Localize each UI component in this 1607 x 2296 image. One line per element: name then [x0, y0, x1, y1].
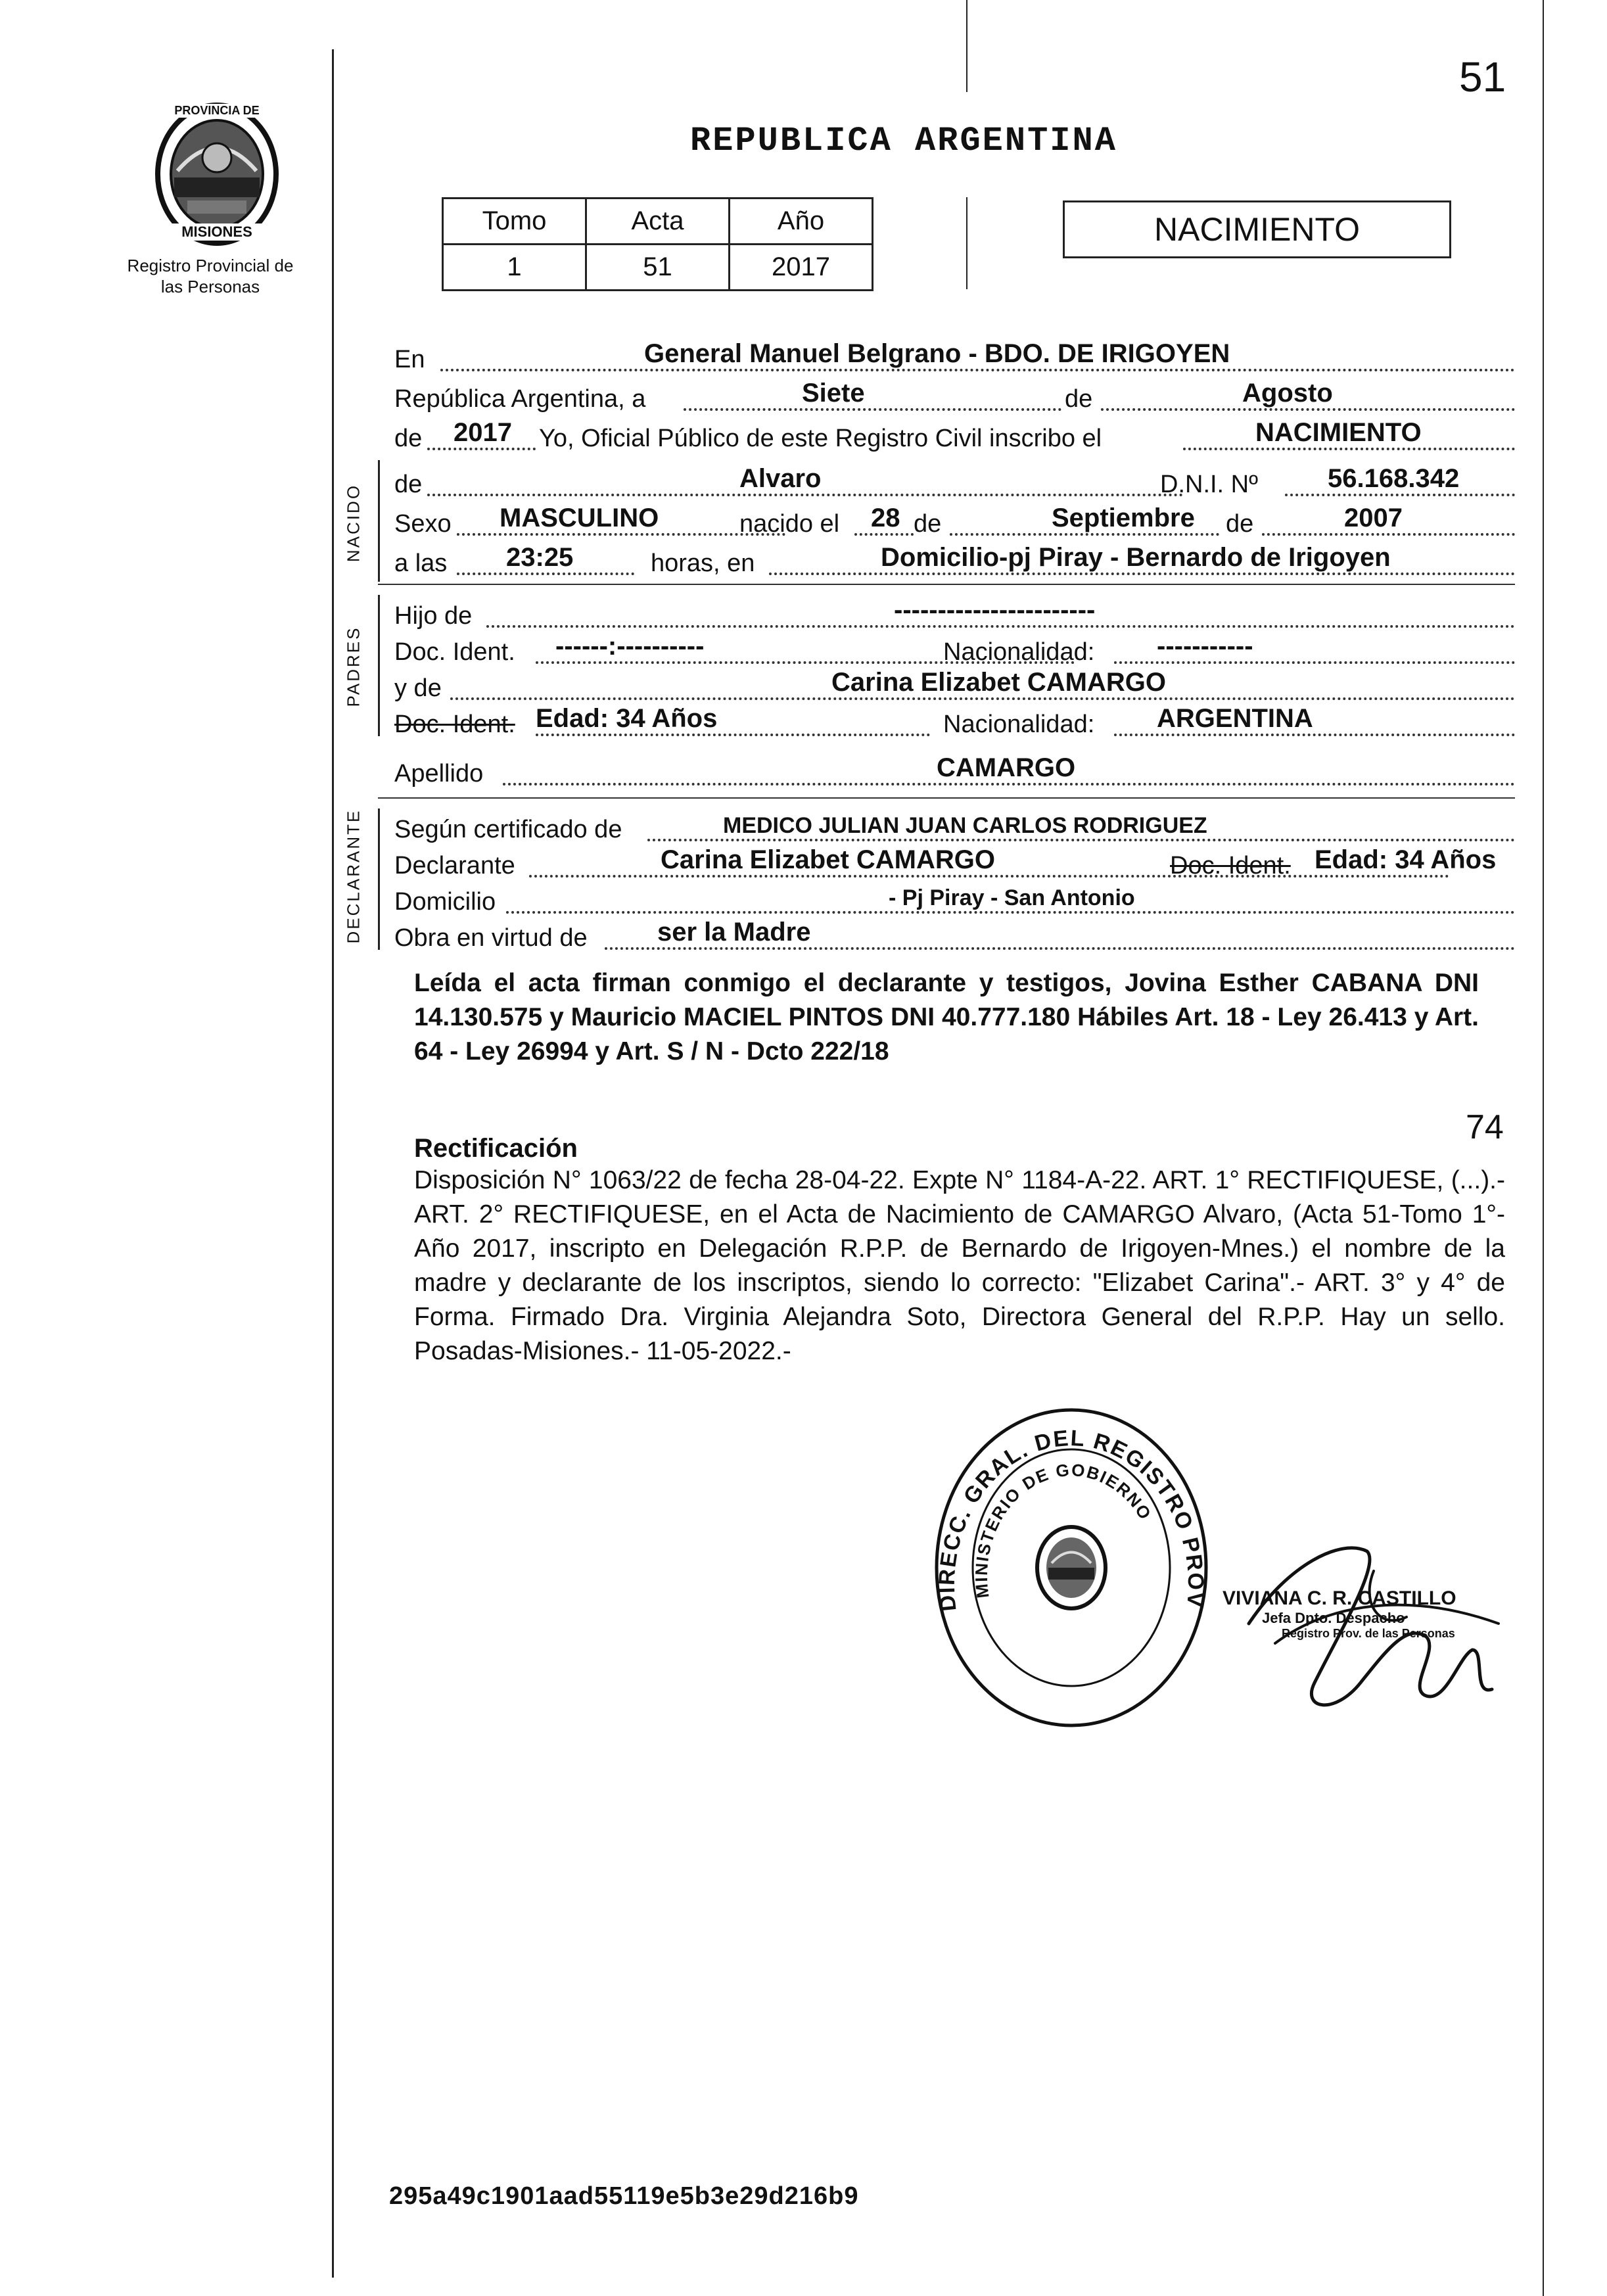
day-value: Siete	[802, 379, 865, 408]
horas-label: horas, en	[651, 550, 755, 577]
anio-value: 2017	[730, 245, 873, 291]
dots	[605, 947, 1515, 950]
right-margin-line	[1543, 0, 1544, 2296]
acta-header: Acta	[586, 199, 730, 245]
a-las-label: a las	[394, 550, 448, 577]
dni-value: 56.168.342	[1328, 464, 1460, 493]
separator-1	[378, 584, 1515, 585]
dots	[1101, 408, 1515, 411]
dots	[536, 734, 930, 736]
domicilio-label: Domicilio	[394, 888, 496, 916]
de-label-3: de	[1226, 510, 1254, 538]
dots	[427, 448, 536, 450]
declarante-row-1	[394, 808, 1515, 848]
padres-bracket	[378, 595, 380, 736]
padres-row-4	[394, 703, 1515, 743]
dots	[1114, 734, 1515, 736]
de-label-2: de	[394, 425, 423, 452]
anio-header: Año	[730, 199, 873, 245]
mother-nationality: ARGENTINA	[1157, 704, 1313, 733]
official-seal	[927, 1400, 1216, 1735]
y-de-label: y de	[394, 674, 442, 702]
sexo-label: Sexo	[394, 510, 452, 538]
declarante-age: Edad: 34 Años	[1315, 845, 1497, 874]
padres-row-3	[394, 667, 1515, 707]
emblem-text-top: PROVINCIA DE	[168, 104, 266, 118]
father-name: -----------------------	[894, 596, 1096, 624]
seal-outer-text: DIRECC. GRAL. DEL REGISTRO PROV	[934, 1425, 1209, 1613]
dots	[854, 533, 914, 536]
nacido-row-3	[394, 542, 1515, 582]
intro-row-3	[394, 417, 1515, 457]
record-table	[442, 197, 873, 291]
dots	[450, 697, 1515, 700]
declarante-name: Carina Elizabet CAMARGO	[661, 845, 995, 874]
nacido-bracket	[378, 460, 380, 582]
doc-label: Doc. Ident.	[394, 638, 515, 666]
stamp-line-3: Registro Prov. de las Personas	[1282, 1627, 1455, 1640]
nacido-row-2	[394, 503, 1515, 542]
tomo-value: 1	[443, 245, 586, 291]
mother-name: Carina Elizabet CAMARGO	[831, 668, 1166, 697]
de-label: de	[394, 471, 423, 498]
father-doc: ------:----------	[555, 632, 705, 661]
tomo-header: Tomo	[443, 199, 586, 245]
hash-code: 295a49c1901aad55119e5b3e29d216b9	[389, 2182, 859, 2210]
apellido-label: Apellido	[394, 760, 484, 787]
left-margin-line	[332, 49, 334, 2278]
dots	[529, 875, 1449, 878]
doc-label-struck: Doc. Ident.	[394, 711, 515, 738]
birth-time: 23:25	[506, 543, 574, 572]
rectification-number: 74	[1466, 1108, 1504, 1146]
center-fold-line-top	[966, 0, 967, 92]
cert-value: MEDICO JULIAN JUAN CARLOS RODRIGUEZ	[723, 813, 1207, 838]
dots	[503, 783, 1515, 785]
apellido-row	[394, 753, 1515, 792]
year-value: 2017	[454, 418, 512, 447]
birth-year: 2007	[1344, 504, 1403, 532]
registry-label: Registro Provincial de las Personas	[127, 256, 294, 296]
emblem-text-bottom: MISIONES	[171, 223, 263, 241]
nacionalidad-label: Nacionalidad:	[943, 638, 1095, 666]
declarante-row-4	[394, 917, 1515, 956]
republica-label: República Argentina, a	[394, 385, 646, 413]
country-title: REPUBLICA ARGENTINA	[690, 122, 1117, 160]
en-label: En	[394, 346, 425, 373]
dots	[769, 573, 1515, 575]
dots	[1262, 533, 1515, 536]
rectification-body: Disposición N° 1063/22 de fecha 28-04-22. Expte N° 1184-A-22. ART. 1° RECTIFIQUESE, (...).- ART. 2° RECTIFIQUESE, en el Acta de Nacimiento de CAMARGO Alvaro, (Acta 51-Tomo 1°-Año 2017, inscripto en Delegación R.P.P. de Bernardo de Irigoyen-Mnes.) el nombre de la madre y declarante de los inscriptos, siendo lo correcto: "Elizabet Carina".- ART. 3° y 4° de Forma. Firmado Dra. Virginia Alejandra Soto, Directora General del R.P.P. Hay un sello. Posadas-Misiones.- 11-05-2022.-	[414, 1166, 1505, 1365]
declarante-row-3	[394, 881, 1515, 920]
mother-age: Edad: 34 Años	[536, 704, 718, 733]
intro-row-1	[394, 339, 1515, 378]
dots	[506, 911, 1515, 914]
declarante-name-label: Declarante	[394, 852, 515, 879]
dots	[950, 533, 1219, 536]
dots	[427, 494, 1183, 496]
obra-value: ser la Madre	[657, 918, 811, 947]
dots	[1285, 494, 1515, 496]
dots	[1183, 448, 1515, 450]
stamp-line-2: Jefa Dpto. Despacho	[1262, 1610, 1405, 1626]
nacido-label: NACIDO	[343, 483, 363, 563]
seal-inner-text: MINISTERIO DE GOBIERNO	[971, 1459, 1156, 1599]
padres-label: PADRES	[343, 626, 363, 707]
separator-2	[378, 797, 1515, 799]
dots	[457, 573, 634, 575]
page-number: 51	[1459, 53, 1506, 101]
hijo-label: Hijo de	[394, 602, 473, 630]
document-kind-box: NACIMIENTO	[1063, 200, 1451, 258]
handwritten-signature	[1209, 1525, 1525, 1722]
official-text: Yo, Oficial Público de este Registro Civil inscribo el	[539, 425, 1102, 452]
rectification-title: Rectificación	[414, 1134, 578, 1163]
nacido-row-1	[394, 463, 1515, 503]
dots	[440, 369, 1515, 371]
doc-label-struck-2: Doc. Ident.	[1170, 852, 1291, 879]
obra-label: Obra en virtud de	[394, 924, 588, 952]
dots	[684, 408, 1061, 411]
de-label-2: de	[914, 510, 942, 538]
declarante-label: DECLARANTE	[343, 808, 363, 944]
father-nationality: -----------	[1157, 632, 1253, 661]
place-value: General Manuel Belgrano - BDO. DE IRIGOYEN	[644, 339, 1230, 368]
birth-day: 28	[871, 504, 900, 532]
dots	[457, 533, 785, 536]
domicilio-value: - Pj Piray - San Antonio	[889, 885, 1135, 910]
center-fold-line-mid	[966, 197, 967, 289]
sexo-value: MASCULINO	[500, 504, 659, 532]
declarante-bracket	[378, 808, 380, 950]
birth-place: Domicilio-pj Piray - Bernardo de Irigoyen	[881, 543, 1391, 572]
dots	[1114, 661, 1515, 664]
intro-row-2	[394, 378, 1515, 417]
dni-label: D.N.I. Nº	[1160, 471, 1258, 498]
closing-paragraph: Leída el acta firman conmigo el declarante y testigos, Jovina Esther CABANA DNI 14.130.575 y Mauricio MACIEL PINTOS DNI 40.777.180 Hábiles Art. 18 - Ley 26.413 y Art. 64 - Ley 26994 y Art. S / N - Dcto 222/18	[414, 969, 1479, 1066]
birth-month: Septiembre	[1052, 504, 1195, 532]
cert-label: Según certificado de	[394, 816, 622, 843]
padres-row-2	[394, 631, 1515, 670]
stamp-line-1: VIVIANA C. R. CASTILLO	[1223, 1587, 1456, 1609]
province-emblem	[148, 99, 286, 250]
acta-value: 51	[586, 245, 730, 291]
child-name: Alvaro	[739, 464, 822, 493]
apellido-value: CAMARGO	[937, 753, 1076, 782]
dots	[647, 839, 1515, 841]
nacionalidad-label-2: Nacionalidad:	[943, 711, 1095, 738]
de-label: de	[1065, 385, 1093, 413]
padres-row-1	[394, 595, 1515, 634]
declarante-row-2	[394, 845, 1515, 884]
dots	[486, 625, 1515, 628]
nacido-el-label: nacido el	[739, 510, 840, 538]
event-value: NACIMIENTO	[1255, 418, 1422, 447]
month-value: Agosto	[1242, 379, 1333, 408]
